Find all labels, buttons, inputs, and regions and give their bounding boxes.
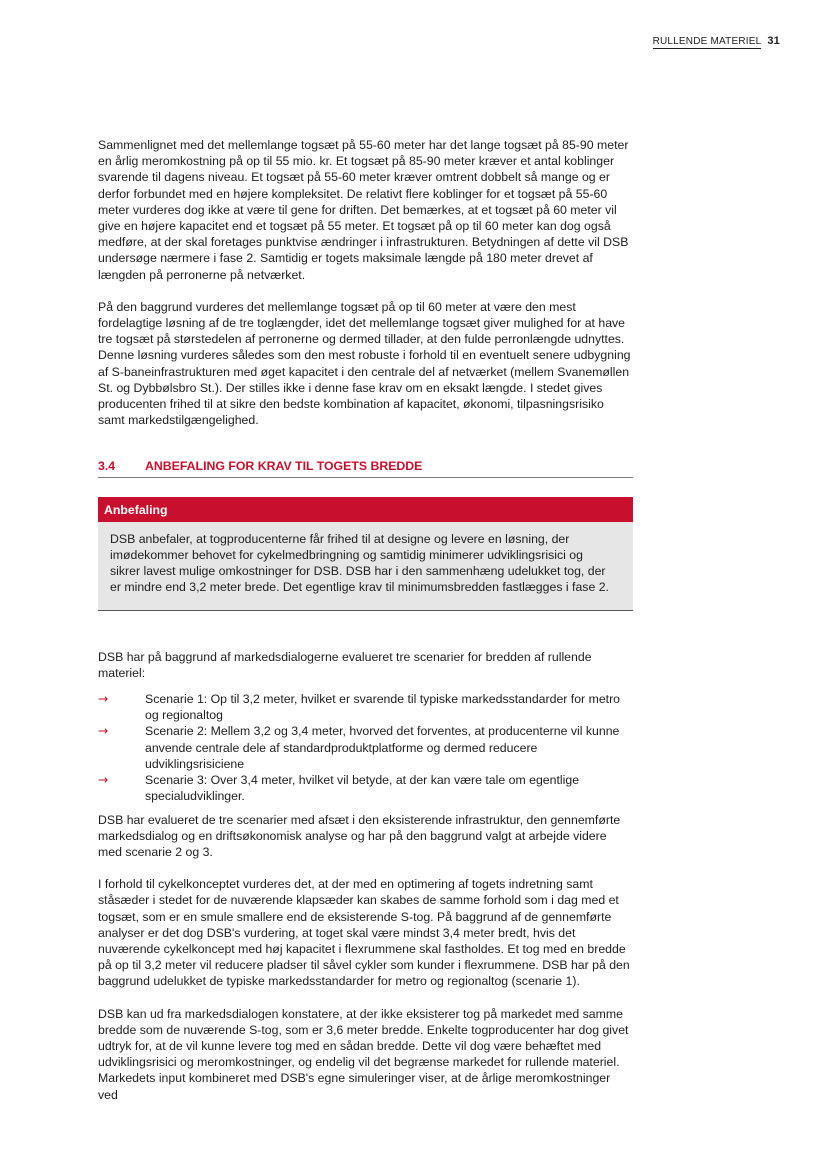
recommendation-box — [98, 497, 633, 611]
arrow-right-icon: → — [98, 692, 109, 707]
paragraph: På den baggrund vurderes det mellemlange togsæt på op til 60 meter at være den mest fordelagtige løsning af de tre toglængder, idet det mellemlange togsæt giver mulighed for at have tre togsæt på størstedelen af perronerne og dermed tillader, at den fulde perronlængde udnyttes. Denne løsning vurderes således som den mest robuste i forhold til en eventuelt senere udbygning af S-baneinfrastrukturen med øget kapacitet i den centrale del af netværket (mellem Svanemøllen St. og Dybbølsbro St.). Der stilles ikke i denne fase krav om en eksakt længde. I stedet gives producenten frihed til at sikre den bedste kombination af kapacitet, økonomi, tilpasningsrisiko samt markedstilgængelighed. — [98, 299, 631, 428]
arrow-right-icon: → — [98, 773, 109, 788]
list-item — [98, 772, 633, 804]
list-item — [98, 723, 633, 772]
section-heading — [98, 458, 633, 477]
paragraph: DSB har evalueret de tre scenarier med afsæt i den eksisterende infrastruktur, den gennemførte markedsdialog og en driftsøkonomisk analyse og har på den baggrund valgt at arbejde videre med scenarie 2 og 3. — [98, 812, 621, 859]
recommendation-title: Anbefaling — [98, 497, 633, 522]
paragraph: Sammenlignet med det mellemlange togsæt på 55-60 meter har det lange togsæt på 85-90 meter en årlig meromkostning på op til 55 mio. kr. Et togsæt på 85-90 meter kræver et antal koblinger svarende til dagens niveau. Et togsæt på 55-60 meter kræver omtrent dobbelt så mange og er derfor forbundet med en højere kompleksitet. De relativt flere koblinger for et togsæt på 55-60 meter vurderes dog ikke at være til gene for driften. Det bemærkes, at et togsæt på 60 meter vil give en højere kapacitet end et togsæt på 55 meter. Et togsæt på op til 60 meter kan dog også medføre, at der skal foretages punktvise ændringer i infrastrukturen. Betydningen af dette vil DSB undersøge nærmere i fase 2. Samtidig er togets maksimale længde på 180 meter drevet af længden på perronerne på netværket. — [98, 138, 629, 282]
page-content — [98, 137, 633, 1103]
scenario-intro: DSB har på baggrund af markedsdialogerne evalueret tre scenarier for bredden af rullende materiel: — [98, 649, 592, 680]
paragraph: I forhold til cykelkonceptet vurderes det, at der med en optimering af togets indretning samt ståsæder i stedet for de nuværende klapsæder kan skabes de samme forhold som i dag med et togsæt, som er en smule smallere end de eksisterende S-tog. På baggrund af de gennemførte analyser er det dog DSB's vurdering, at toget skal være mindst 3,4 meter bredt, hvis det nuværende cykelkoncept med høj kapacitet i flexrummene skal fastholdes. Et tog med en bredde på op til 3,2 meter vil reducere pladser til såvel cykler som kunder i flexrummene. DSB har på den baggrund udelukket de typiske markedsstandarder for metro og regionaltog (scenarie 1). — [98, 877, 630, 989]
running-header — [653, 35, 780, 49]
page-number: 31 — [767, 35, 780, 47]
scenario-text: Scenarie 2: Mellem 3,2 og 3,4 meter, hvorved det forventes, at producenterne vil kunne anvende centrale dele af standardproduktplatforme og dermed reducere udviklingsrisiciene — [145, 724, 620, 771]
section-title: ANBEFALING FOR KRAV TIL TOGETS BREDDE — [145, 459, 423, 474]
scenario-list — [98, 691, 633, 804]
scenario-text: Scenarie 3: Over 3,4 meter, hvilket vil betyde, at der kan være tale om egentlige specialudviklinger. — [145, 773, 580, 804]
section-number: 3.4 — [98, 459, 116, 474]
arrow-right-icon: → — [98, 724, 109, 739]
paragraph: DSB kan ud fra markedsdialogen konstatere, at der ikke eksisterer tog på markedet med samme bredde som de nuværende S-tog, som er 3,6 meter bredde. Enkelte togproducenter har dog givet udtryk for, at de vil kunne levere tog med en sådan bredde. Dette vil dog være behæftet med udviklingsrisici og meromkostninger, og endelig vil det begrænse markedet for rullende materiel. Markedets input kombineret med DSB's egne simuleringer viser, at de årlige meromkostninger ved — [98, 1006, 629, 1102]
header-section-title: RULLENDE MATERIEL — [652, 36, 762, 47]
scenario-text: Scenarie 1: Op til 3,2 meter, hvilket er svarende til typiske markedsstandarder for metro og regionaltog — [145, 692, 621, 723]
list-item — [98, 691, 633, 723]
recommendation-text: DSB anbefaler, at togproducenterne får frihed til at designe og levere en løsning, der imødekommer behovet for cykelmedbringning og samtidig minimerer udviklingsrisici og sikrer lavest mulige omkostninger for DSB. DSB har i den sammenhæng udelukket tog, der er mindre end 3,2 meter brede. Det egentlige krav til minimumsbredden fastlægges i fase 2. — [110, 531, 609, 595]
